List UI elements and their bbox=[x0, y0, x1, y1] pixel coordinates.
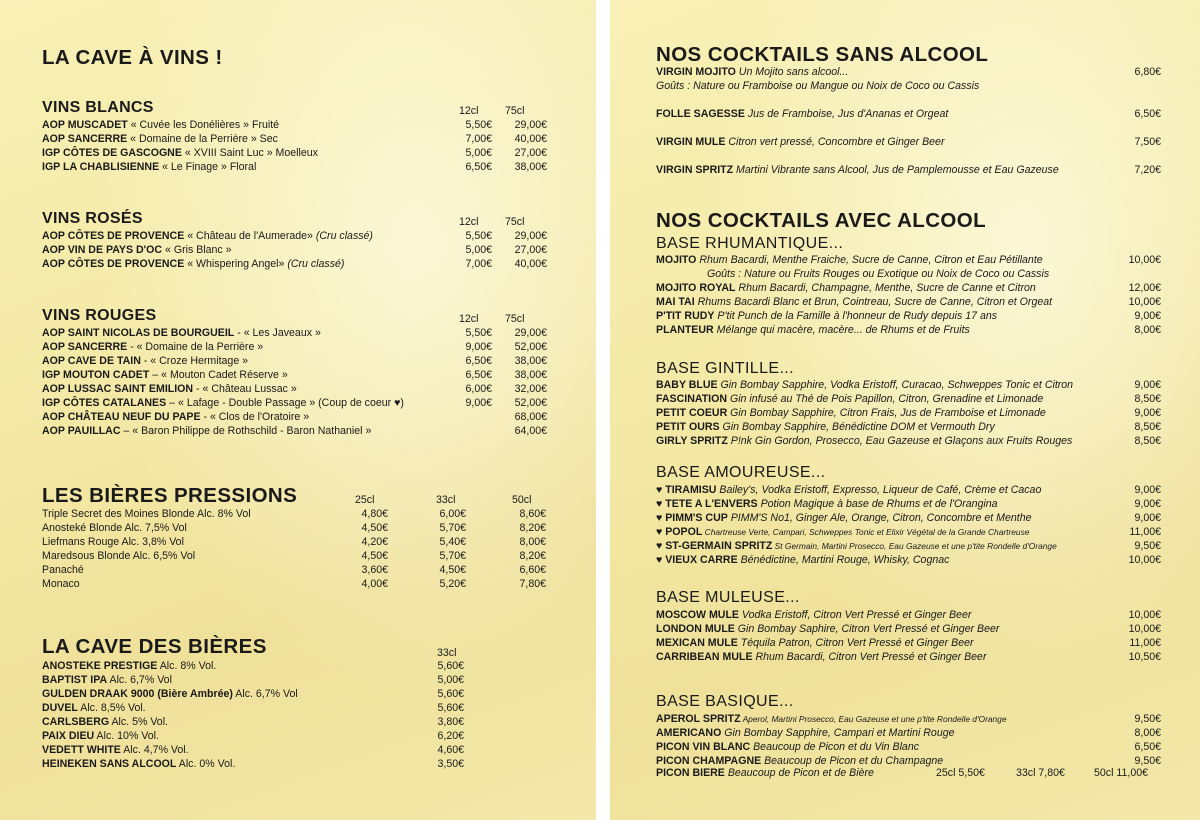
price-large: 68,00€ bbox=[514, 411, 547, 423]
item-description: Un Mojito sans alcool... bbox=[735, 66, 849, 78]
item-name: AOP SANCERRE bbox=[42, 133, 128, 145]
item-price: 10,50€ bbox=[1128, 651, 1161, 663]
item-description: – « Mouton Cadet Réserve » bbox=[149, 369, 288, 381]
item-line bbox=[656, 310, 997, 323]
price-33cl: 5,70€ bbox=[439, 550, 466, 562]
item-name: PAIX DIEU bbox=[42, 730, 95, 742]
item-price: 9,00€ bbox=[1134, 512, 1161, 524]
item-line bbox=[656, 713, 1007, 726]
price-33cl: 5,60€ bbox=[437, 688, 464, 700]
item-name: PETIT OURS bbox=[656, 421, 720, 433]
item-description: Alc. 5% Vol. bbox=[109, 716, 168, 728]
item-price: 6,50€ bbox=[1134, 741, 1161, 753]
item-price: 9,50€ bbox=[1134, 540, 1161, 552]
col-header-33cl: 33cl bbox=[436, 494, 456, 506]
subsection-heading-gintille: BASE GINTILLE... bbox=[656, 360, 795, 377]
item-name: ANOSTEKE PRESTIGE bbox=[42, 660, 158, 672]
item-description: « Cuvée les Donélières » Fruité bbox=[127, 119, 280, 131]
price-small: 7,00€ bbox=[465, 258, 492, 270]
item-line bbox=[42, 369, 288, 382]
item-description: Rhum Bacardi, Menthe Fraiche, Sucre de Canne, Citron et Eau Pétillante bbox=[696, 254, 1043, 266]
item-price: 6,50€ bbox=[1134, 108, 1161, 120]
item-name: CARRIBEAN MULE bbox=[656, 651, 753, 663]
item-description: Alc. 4,7% Vol. bbox=[120, 744, 189, 756]
item-name: ♥ PIMM'S CUP bbox=[656, 512, 728, 524]
item-line bbox=[656, 484, 1041, 497]
item-name: VEDETT WHITE bbox=[42, 744, 121, 756]
section-heading-avec-alcool: NOS COCKTAILS AVEC ALCOOL bbox=[656, 209, 987, 232]
section-heading: LA CAVE DES BIÈRES bbox=[42, 635, 267, 658]
section-heading: VINS ROSÉS bbox=[42, 210, 143, 227]
item-description: Citron vert pressé, Concombre et Ginger Beer bbox=[725, 136, 945, 148]
section-heading: VINS BLANCS bbox=[42, 99, 154, 116]
item-price: 12,00€ bbox=[1128, 282, 1161, 294]
item-line bbox=[656, 393, 1043, 406]
item-description: Alc. 6,7% Vol bbox=[107, 674, 172, 686]
price-50cl: 50cl 11,00€ bbox=[1094, 767, 1148, 779]
item-line bbox=[42, 758, 235, 771]
item-description: Chartreuse Verte, Campari, Schweppes Tonic et Elixir Végétal de la Grande Chartreuse bbox=[702, 527, 1030, 537]
price-33cl: 5,20€ bbox=[439, 578, 466, 590]
price-small: 7,00€ bbox=[465, 133, 492, 145]
price-large: 64,00€ bbox=[514, 425, 547, 437]
item-name: BABY BLUE bbox=[656, 379, 718, 391]
item-price: 9,00€ bbox=[1134, 498, 1161, 510]
price-33cl: 3,80€ bbox=[437, 716, 464, 728]
item-name: ♥ ST-GERMAIN SPRITZ bbox=[656, 540, 773, 552]
item-description: Beaucoup de Picon et du Vin Blanc bbox=[750, 741, 920, 753]
item-name: ♥ TIRAMISU bbox=[656, 484, 717, 496]
item-description: - « Croze Hermitage » bbox=[140, 355, 249, 367]
price-33cl: 5,70€ bbox=[439, 522, 466, 534]
item-description: Gin Bombay Sapphire, Citron Frais, Jus de Framboise et Limonade bbox=[727, 407, 1046, 419]
item-line bbox=[42, 327, 321, 340]
item-description: PIMM'S No1, Ginger Ale, Orange, Citron, Concombre et Menthe bbox=[727, 512, 1032, 524]
item-line bbox=[656, 407, 1046, 420]
item-name: VIRGIN MOJITO bbox=[656, 66, 736, 78]
item-description: - « Domaine de la Perrière » bbox=[127, 341, 264, 353]
price-large: 29,00€ bbox=[514, 230, 547, 242]
item-description: « Whispering Angel» bbox=[184, 258, 288, 270]
price-small: 5,00€ bbox=[465, 244, 492, 256]
price-large: 27,00€ bbox=[514, 244, 547, 256]
item-line bbox=[42, 425, 371, 438]
price-large: 32,00€ bbox=[514, 383, 547, 395]
item-price: 10,00€ bbox=[1128, 296, 1161, 308]
item-description: Alc. 6,7% Vol bbox=[232, 688, 298, 700]
item-line bbox=[42, 230, 373, 243]
price-small: 6,50€ bbox=[465, 355, 492, 367]
item-price: 9,00€ bbox=[1134, 484, 1161, 496]
item-line bbox=[707, 268, 1049, 281]
item-name: IGP MOUTON CADET bbox=[42, 369, 150, 381]
item-description: Rhums Bacardi Blanc et Brun, Cointreau, Sucre de Canne, Citron et Orgeat bbox=[694, 296, 1053, 308]
price-33cl: 5,60€ bbox=[437, 660, 464, 672]
item-description: – « Baron Philippe de Rothschild - Baron Nathaniel » bbox=[120, 425, 372, 437]
item-name: MOJITO ROYAL bbox=[656, 282, 736, 294]
price-small: 9,00€ bbox=[465, 341, 492, 353]
item-name: PETIT COEUR bbox=[656, 407, 728, 419]
price-25cl: 25cl 5,50€ bbox=[936, 767, 985, 779]
item-price: 8,50€ bbox=[1134, 421, 1161, 433]
item-name: CARLSBERG bbox=[42, 716, 110, 728]
price-50cl: 6,60€ bbox=[519, 564, 546, 576]
item-line bbox=[656, 282, 1036, 295]
item-description: « Le Finage » Floral bbox=[159, 161, 257, 173]
item-line bbox=[656, 108, 948, 121]
price-large: 52,00€ bbox=[514, 341, 547, 353]
item-description: Mélange qui macère, macère... de Rhums et de Fruits bbox=[713, 324, 970, 336]
item-line bbox=[656, 66, 848, 79]
item-description: Aperol, Martini Prosecco, Eau Gazeuse et une p'tite Rondelle d'Orange bbox=[740, 714, 1007, 724]
item-name: IGP LA CHABLISIENNE bbox=[42, 161, 160, 173]
item-description: « XVIII Saint Luc » Moelleux bbox=[181, 147, 318, 159]
item-name: AOP CÔTES DE PROVENCE bbox=[42, 258, 185, 270]
item-name: Panaché bbox=[42, 564, 84, 576]
item-line bbox=[42, 355, 248, 368]
item-name: Anosteké Blonde Alc. 7,5% Vol bbox=[42, 522, 187, 534]
item-description: - « Les Javeaux » bbox=[234, 327, 321, 339]
item-line bbox=[656, 623, 999, 636]
price-large: 40,00€ bbox=[514, 258, 547, 270]
item-name: ♥ TETE A L'ENVERS bbox=[656, 498, 758, 510]
item-description: Rhum Bacardi, Citron Vert Pressé et Ginger Beer bbox=[752, 651, 987, 663]
item-description: Gin Bombay Sapphire, Bénédictine DOM et Vermouth Dry bbox=[719, 421, 995, 433]
item-line bbox=[656, 136, 944, 149]
price-50cl: 8,60€ bbox=[519, 508, 546, 520]
item-name: DUVEL bbox=[42, 702, 78, 714]
item-description: P!nk Gin Gordon, Prosecco, Eau Gazeuse et Glaçons aux Fruits Rouges bbox=[727, 435, 1073, 447]
section-heading: VINS ROUGES bbox=[42, 307, 157, 324]
price-50cl: 8,20€ bbox=[519, 522, 546, 534]
page-gutter bbox=[596, 0, 610, 820]
price-33cl: 33cl 7,80€ bbox=[1016, 767, 1065, 779]
item-name: GULDEN DRAAK 9000 (Bière Ambrée) bbox=[42, 688, 233, 700]
item-name: AOP PAUILLAC bbox=[42, 425, 121, 437]
item-name: FASCINATION bbox=[656, 393, 728, 405]
item-name: Maredsous Blonde Alc. 6,5% Vol bbox=[42, 550, 196, 562]
price-small: 5,50€ bbox=[465, 230, 492, 242]
item-name: MEXICAN MULE bbox=[656, 637, 738, 649]
price-25cl: 3,60€ bbox=[361, 564, 388, 576]
item-name: AOP SANCERRE bbox=[42, 341, 128, 353]
item-line bbox=[656, 296, 1052, 309]
price-large: 52,00€ bbox=[514, 397, 547, 409]
item-name: AMERICANO bbox=[656, 727, 722, 739]
item-description: « Château de l'Aumerade» bbox=[184, 230, 316, 242]
item-line bbox=[656, 651, 986, 664]
price-large: 29,00€ bbox=[514, 119, 547, 131]
item-line bbox=[42, 716, 168, 729]
item-line bbox=[42, 730, 159, 743]
col-header-12cl: 12cl bbox=[459, 105, 479, 117]
price-small: 6,50€ bbox=[465, 161, 492, 173]
item-line bbox=[656, 727, 955, 740]
item-line bbox=[42, 161, 256, 174]
price-small: 6,00€ bbox=[465, 383, 492, 395]
col-header-12cl: 12cl bbox=[459, 216, 479, 228]
item-name: FOLLE SAGESSE bbox=[656, 108, 745, 120]
item-line bbox=[656, 421, 995, 434]
item-description: Beaucoup de Picon et du Champagne bbox=[761, 755, 944, 767]
price-small: 5,50€ bbox=[465, 327, 492, 339]
col-header-75cl: 75cl bbox=[505, 105, 525, 117]
item-price: 7,20€ bbox=[1134, 164, 1161, 176]
price-25cl: 4,00€ bbox=[361, 578, 388, 590]
item-description: Alc. 10% Vol. bbox=[94, 730, 159, 742]
item-price: 10,00€ bbox=[1128, 609, 1161, 621]
item-price: 7,50€ bbox=[1134, 136, 1161, 148]
price-33cl: 6,00€ bbox=[439, 508, 466, 520]
item-line bbox=[42, 702, 146, 715]
item-name: AOP SAINT NICOLAS DE BOURGUEIL bbox=[42, 327, 235, 339]
item-line bbox=[42, 133, 278, 146]
item-name: VIRGIN MULE bbox=[656, 136, 726, 148]
price-25cl: 4,20€ bbox=[361, 536, 388, 548]
item-name: HEINEKEN SANS ALCOOL bbox=[42, 758, 177, 770]
price-large: 27,00€ bbox=[514, 147, 547, 159]
item-flavors: Goûts : Nature ou Fruits Rouges ou Exotique ou Noix de Coco ou Cassis bbox=[707, 268, 1050, 280]
price-large: 38,00€ bbox=[514, 369, 547, 381]
item-line bbox=[656, 164, 1059, 177]
item-price: 9,00€ bbox=[1134, 407, 1161, 419]
item-description: St Germain, Martini Prosecco, Eau Gazeuse et une p'tite Rondelle d'Orange bbox=[772, 541, 1057, 551]
item-line bbox=[656, 435, 1072, 448]
price-25cl: 4,50€ bbox=[361, 522, 388, 534]
item-price: 8,00€ bbox=[1134, 324, 1161, 336]
item-line bbox=[42, 244, 232, 257]
price-small: 5,50€ bbox=[465, 119, 492, 131]
item-price: 6,80€ bbox=[1134, 66, 1161, 78]
item-description: Alc. 8,5% Vol. bbox=[77, 702, 146, 714]
item-line bbox=[42, 744, 189, 757]
item-flavors: Goûts : Nature ou Framboise ou Mangue ou Noix de Coco ou Cassis bbox=[656, 80, 980, 92]
item-description: - « Château Lussac » bbox=[193, 383, 297, 395]
item-price: 10,00€ bbox=[1128, 623, 1161, 635]
item-line bbox=[656, 379, 1073, 392]
item-line bbox=[42, 341, 263, 354]
item-description: Rhum Bacardi, Champagne, Menthe, Sucre de Canne et Citron bbox=[735, 282, 1036, 294]
col-header-50cl: 50cl bbox=[512, 494, 532, 506]
item-description: Potion Magique à base de Rhums et de l'Orangina bbox=[757, 498, 998, 510]
price-25cl: 4,80€ bbox=[361, 508, 388, 520]
item-name: AOP CAVE DE TAIN bbox=[42, 355, 141, 367]
item-name: PICON CHAMPAGNE bbox=[656, 755, 762, 767]
item-name: MOSCOW MULE bbox=[656, 609, 739, 621]
col-header-75cl: 75cl bbox=[505, 216, 525, 228]
subsection-heading-amoureuse: BASE AMOUREUSE... bbox=[656, 464, 826, 481]
item-description: Alc. 8% Vol. bbox=[157, 660, 217, 672]
item-description: - « Clos de l'Oratoire » bbox=[200, 411, 310, 423]
price-33cl: 5,00€ bbox=[437, 674, 464, 686]
price-33cl: 5,60€ bbox=[437, 702, 464, 714]
item-name: MOJITO bbox=[656, 254, 697, 266]
item-price: 10,00€ bbox=[1128, 554, 1161, 566]
item-description: Bailey's, Vodka Eristoff, Expresso, Liqueur de Café, Crème et Cacao bbox=[716, 484, 1042, 496]
item-line bbox=[42, 397, 404, 410]
price-50cl: 8,20€ bbox=[519, 550, 546, 562]
item-price: 9,50€ bbox=[1134, 713, 1161, 725]
item-price: 8,50€ bbox=[1134, 435, 1161, 447]
item-description: « Domaine de la Perrière » Sec bbox=[127, 133, 278, 145]
item-name: PICON VIN BLANC bbox=[656, 741, 751, 753]
subsection-heading-rhumantique: BASE RHUMANTIQUE... bbox=[656, 235, 844, 252]
item-name: IGP CÔTES DE GASCOGNE bbox=[42, 147, 182, 159]
price-small: 6,50€ bbox=[465, 369, 492, 381]
item-note: (Cru classé) bbox=[315, 230, 373, 242]
col-header-33cl: 33cl bbox=[437, 647, 457, 659]
item-name: Liefmans Rouge Alc. 3,8% Vol bbox=[42, 536, 184, 548]
item-name: VIRGIN SPRITZ bbox=[656, 164, 734, 176]
item-price: 8,50€ bbox=[1134, 393, 1161, 405]
price-33cl: 5,40€ bbox=[439, 536, 466, 548]
item-name: MAI TAI bbox=[656, 296, 695, 308]
item-price: 11,00€ bbox=[1129, 637, 1161, 649]
item-price: 9,00€ bbox=[1134, 310, 1161, 322]
item-line bbox=[656, 512, 1031, 525]
item-line bbox=[42, 674, 172, 687]
item-description: Gin Bombay Sapphire, Vodka Eristoff, Curacao, Schweppes Tonic et Citron bbox=[717, 379, 1074, 391]
price-small: 5,00€ bbox=[465, 147, 492, 159]
item-name: ♥ POPOL bbox=[656, 526, 703, 538]
item-line bbox=[42, 383, 297, 396]
col-header-12cl: 12cl bbox=[459, 313, 479, 325]
item-line bbox=[656, 637, 974, 650]
price-50cl: 8,00€ bbox=[519, 536, 546, 548]
item-name: ♥ VIEUX CARRE bbox=[656, 554, 738, 566]
cocktails-page bbox=[610, 0, 1200, 820]
item-name: APEROL SPRITZ bbox=[656, 713, 741, 725]
price-large: 38,00€ bbox=[514, 161, 547, 173]
item-name: AOP CÔTES DE PROVENCE bbox=[42, 230, 185, 242]
item-price: 9,00€ bbox=[1134, 379, 1161, 391]
subsection-heading-basique: BASE BASIQUE... bbox=[656, 693, 794, 710]
item-line bbox=[656, 498, 998, 511]
wine-beer-page bbox=[0, 0, 596, 820]
col-header-75cl: 75cl bbox=[505, 313, 525, 325]
item-name: IGP CÔTES CATALANES bbox=[42, 397, 167, 409]
item-description: Beaucoup de Picon et de Bière bbox=[724, 767, 874, 779]
item-description: Gin Bombay Saphire, Citron Vert Pressé et Ginger Beer bbox=[734, 623, 1000, 635]
item-description: « Gris Blanc » bbox=[162, 244, 232, 256]
item-line bbox=[42, 688, 298, 701]
item-note: (Cru classé) bbox=[287, 258, 345, 270]
item-description: Vodka Eristoff, Citron Vert Pressé et Ginger Beer bbox=[738, 609, 972, 621]
item-name: P'TIT RUDY bbox=[656, 310, 715, 322]
subsection-heading-muleuse: BASE MULEUSE... bbox=[656, 589, 800, 606]
item-name: PLANTEUR bbox=[656, 324, 714, 336]
price-large: 38,00€ bbox=[514, 355, 547, 367]
item-price: 9,50€ bbox=[1134, 755, 1161, 767]
price-large: 29,00€ bbox=[514, 327, 547, 339]
item-description: Jus de Framboise, Jus d'Ananas et Orgeat bbox=[744, 108, 949, 120]
item-line bbox=[42, 258, 344, 271]
price-33cl: 6,20€ bbox=[437, 730, 464, 742]
item-name: Monaco bbox=[42, 578, 80, 590]
price-large: 40,00€ bbox=[514, 133, 547, 145]
item-name: AOP LUSSAC SAINT EMILION bbox=[42, 383, 194, 395]
col-header-25cl: 25cl bbox=[355, 494, 375, 506]
item-name: Triple Secret des Moines Blonde Alc. 8% Vol bbox=[42, 508, 251, 520]
item-name: AOP CHÂTEAU NEUF DU PAPE bbox=[42, 411, 201, 423]
item-line bbox=[42, 411, 309, 424]
price-33cl: 4,60€ bbox=[437, 744, 464, 756]
item-description: Gin Bombay Sapphire, Campari et Martini Rouge bbox=[721, 727, 955, 739]
price-small: 9,00€ bbox=[465, 397, 492, 409]
item-name: BAPTIST IPA bbox=[42, 674, 108, 686]
item-name: AOP VIN DE PAYS D'OC bbox=[42, 244, 163, 256]
item-price: 10,00€ bbox=[1128, 254, 1161, 266]
item-description: – « Lafage - Double Passage » (Coup de coeur ♥) bbox=[166, 397, 404, 409]
section-heading-sans-alcool: NOS COCKTAILS SANS ALCOOL bbox=[656, 43, 989, 66]
item-line bbox=[42, 147, 318, 160]
page-title: LA CAVE À VINS ! bbox=[42, 46, 223, 69]
item-name: LONDON MULE bbox=[656, 623, 735, 635]
item-description: P'tit Punch de la Famille à l'honneur de Rudy depuis 17 ans bbox=[714, 310, 998, 322]
item-line bbox=[656, 609, 971, 622]
item-name: PICON BIERE bbox=[656, 767, 725, 779]
item-description: Alc. 0% Vol. bbox=[176, 758, 236, 770]
item-line bbox=[656, 526, 1029, 539]
price-33cl: 4,50€ bbox=[439, 564, 466, 576]
item-description: Gin infusé au Thé de Pois Papillon, Citron, Grenadine et Limonade bbox=[727, 393, 1044, 405]
item-name: GIRLY SPRITZ bbox=[656, 435, 728, 447]
item-description: Téquila Patron, Citron Vert Pressé et Ginger Beer bbox=[737, 637, 974, 649]
item-line bbox=[656, 324, 970, 337]
section-heading: LES BIÈRES PRESSIONS bbox=[42, 484, 298, 507]
item-line bbox=[42, 660, 216, 673]
item-line bbox=[42, 119, 279, 132]
price-33cl: 3,50€ bbox=[437, 758, 464, 770]
item-price: 8,00€ bbox=[1134, 727, 1161, 739]
item-name: AOP MUSCADET bbox=[42, 119, 128, 131]
item-line bbox=[656, 741, 919, 754]
item-line bbox=[656, 554, 949, 567]
item-line bbox=[656, 80, 979, 93]
item-line bbox=[656, 540, 1057, 553]
item-description: Bénédictine, Martini Rouge, Whisky, Cognac bbox=[737, 554, 950, 566]
item-price: 11,00€ bbox=[1129, 526, 1161, 538]
price-50cl: 7,80€ bbox=[519, 578, 546, 590]
price-25cl: 4,50€ bbox=[361, 550, 388, 562]
item-description: Martini Vibrante sans Alcool, Jus de Pamplemousse et Eau Gazeuse bbox=[733, 164, 1059, 176]
item-line bbox=[656, 254, 1043, 267]
